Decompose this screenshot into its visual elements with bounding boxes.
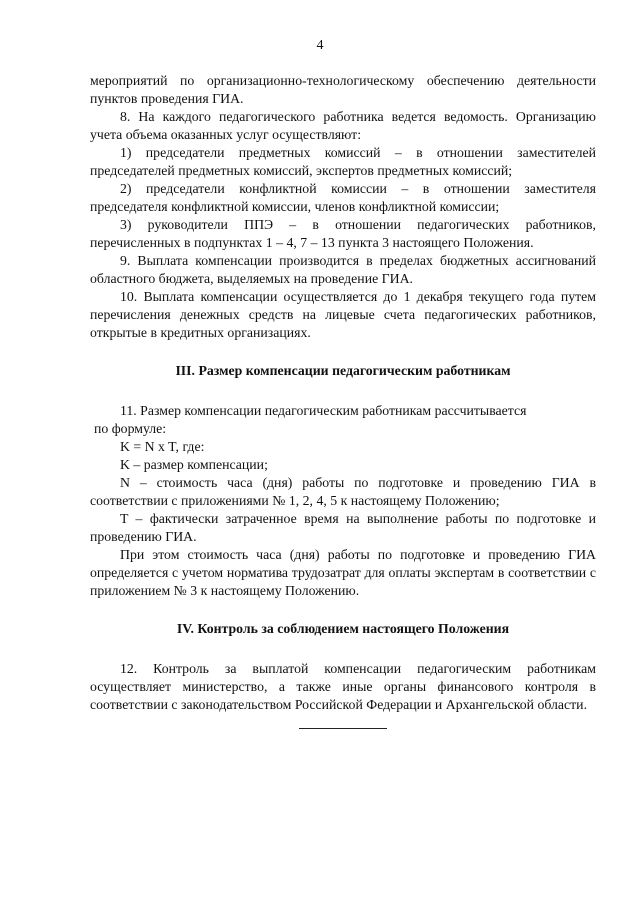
page-number: 4 [316,38,324,53]
paragraph-11: 11. Размер компенсации педагогическим работникам рассчитывается [120,403,527,418]
paragraph-10: 10. Выплата компенсации осуществляется до 1 декабря текущего года путем перечисления денежных средств на лицевые счета педагогических работников, открытые в кредитных организациях. [90,289,596,340]
paragraph-8-item-2: 2) председатели конфликтной комиссии – в отношении заместителя председателя конфликтной комиссии, членов конфликтной комиссии; [90,181,596,214]
paragraph-12: 12. Контроль за выплатой компенсации педагогическим работникам осуществляет министерство, а также иные органы финансового контроля в соответствии с законодательством Российской Федерации и Архангельской области. [90,661,596,712]
section-4-heading: IV. Контроль за соблюдением настоящего Положения [176,621,510,636]
definition-k: K – размер компенсации; [120,457,268,472]
definition-t: T – фактически затраченное время на выполнение работы по подготовке и проведению ГИА. [90,511,596,544]
section-3-heading: III. Размер компенсации педагогическим работникам [175,363,511,378]
formula: K = N x T, где: [120,439,205,454]
paragraph-8: 8. На каждого педагогического работника ведется ведомость. Организацию учета объема оказанных услуг осуществляют: [90,109,596,142]
paragraph-note: При этом стоимость часа (дня) работы по подготовке и проведению ГИА определяется с учетом норматива трудозатрат для оплаты экспертам в соответствии с приложением № 3 к настоящему Положению. [90,547,596,598]
paragraph-9: 9. Выплата компенсации производится в пределах бюджетных ассигнований областного бюджета, выделяемых на проведение ГИА. [90,253,596,286]
paragraph-continuation: мероприятий по организационно-технологическому обеспечению деятельности пунктов проведения ГИА. [90,73,596,106]
document-body [90,72,596,729]
paragraph-11-continuation: по формуле: [94,421,167,436]
definition-n: N – стоимость часа (дня) работы по подготовке и проведению ГИА в соответствии с приложениями № 1, 2, 4, 5 к настоящему Положению; [90,475,596,508]
paragraph-8-item-1: 1) председатели предметных комиссий – в отношении заместителей председателей предметных комиссий, экспертов предметных комиссий; [90,145,596,178]
end-divider [299,728,387,729]
paragraph-8-item-3: 3) руководители ППЭ – в отношении педагогических работников, перечисленных в подпунктах 1 – 4, 7 – 13 пункта 3 настоящего Положения. [90,217,596,250]
